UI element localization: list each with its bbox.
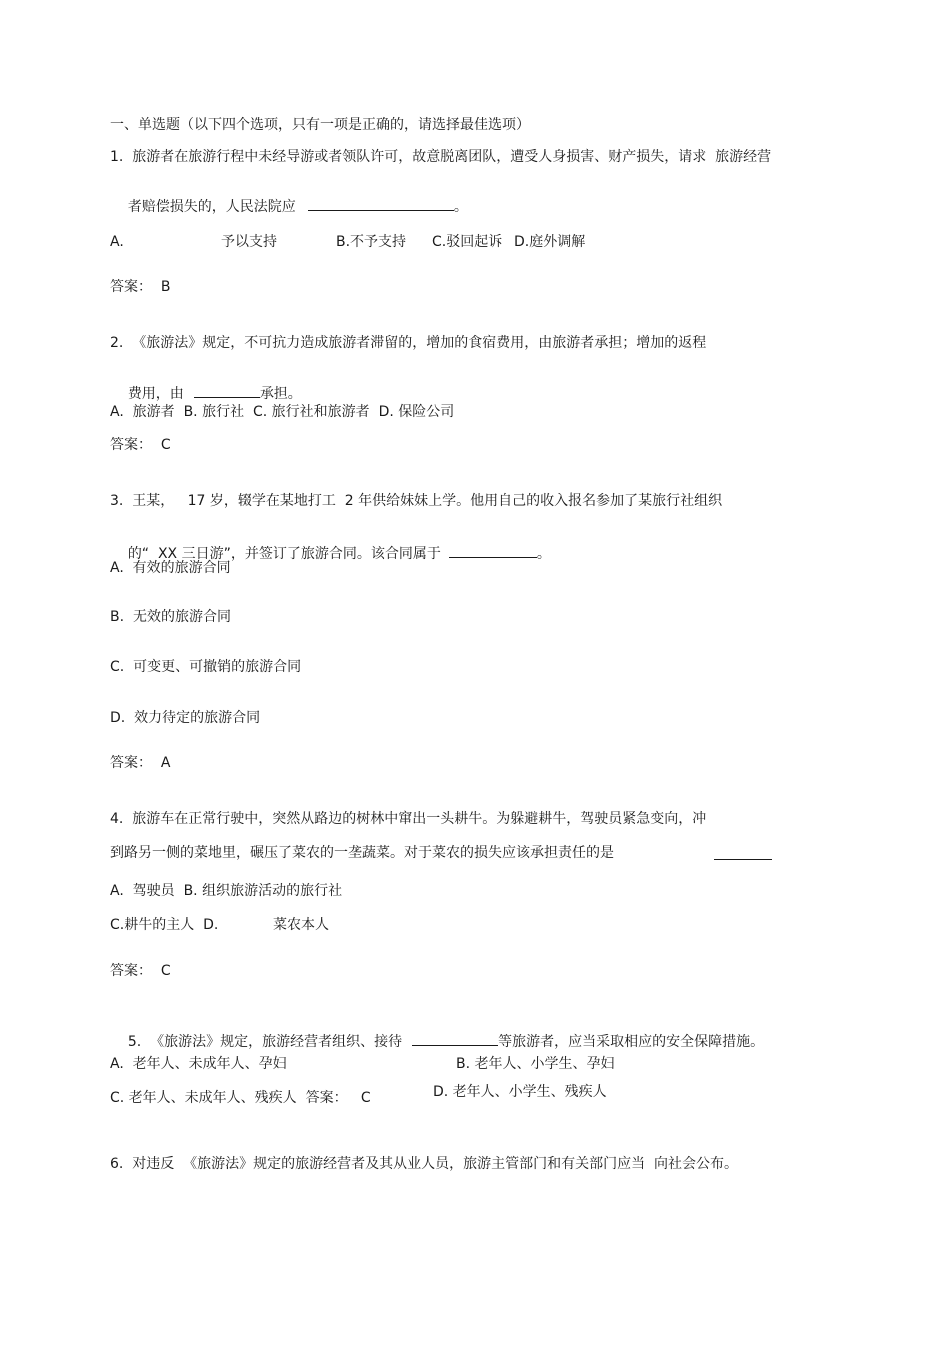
q1-line2-end: 。 — [453, 199, 468, 215]
q1-line2 — [110, 184, 468, 228]
q1-blank — [308, 198, 454, 211]
q6-line1: 6. 对违反 《旅游法》规定的旅游经营者及其从业人员，旅游主管部门和有关部门应当 向社会公布。 — [110, 1156, 739, 1172]
q2-options: A. 旅游者 B. 旅行社 C. 旅行社和旅游者 D. 保险公司 — [110, 404, 455, 420]
q2-line2-text: 费用，由 — [127, 386, 184, 402]
q3-option-d: D. 效力待定的旅游合同 — [110, 710, 261, 726]
q3-option-b: B. 无效的旅游合同 — [110, 609, 231, 625]
q5-option-a: A. 老年人、未成年人、孕妇 — [110, 1056, 287, 1072]
q3-option-a: A. 有效的旅游合同 — [110, 560, 231, 576]
q1-option-a-text: 予以支持 — [221, 234, 277, 250]
q1-answer: 答案： B — [110, 279, 171, 295]
q3-answer: 答案： A — [110, 755, 171, 771]
q1-option-a-letter: A. — [110, 234, 124, 250]
q4-option-ab: A. 驾驶员 B. 组织旅游活动的旅行社 — [110, 883, 343, 899]
q2-answer: 答案： C — [110, 437, 171, 453]
q3-option-c: C. 可变更、可撤销的旅游合同 — [110, 659, 302, 675]
q3-blank — [449, 545, 537, 558]
q4-line1: 4. 旅游车在正常行驶中，突然从路边的树林中窜出一头耕牛。为躲避耕牛，驾驶员紧急变向，冲 — [110, 811, 707, 827]
q4-blank — [714, 847, 772, 860]
section-title: 一、单选题（以下四个选项，只有一项是正确的，请选择最佳选项） — [110, 117, 530, 133]
q5-line1-end: 等旅游者，应当采取相应的安全保障措施。 — [498, 1034, 765, 1050]
q3-line2-text: 的“ XX 三日游”，并签订了旅游合同。该合同属于 — [127, 546, 441, 562]
q1-option-d: D.庭外调解 — [514, 234, 586, 250]
q3-line1: 3. 王某， 17 岁，辍学在某地打工 2 年供给妹妹上学。他用自己的收入报名参加了某旅行社组织 — [110, 493, 723, 509]
q5-option-c-answer: C. 老年人、未成年人、残疾人 答案： C — [110, 1090, 371, 1106]
q5-option-b: B. 老年人、小学生、孕妇 — [456, 1056, 615, 1072]
q5-blank — [412, 1033, 498, 1046]
q1-option-c: C.驳回起诉 — [432, 234, 503, 250]
q1-line2-text: 者赔偿损失的，人民法院应 — [127, 199, 296, 215]
q4-option-d-text: 菜农本人 — [273, 917, 329, 933]
q4-line2: 到路另一侧的菜地里，碾压了菜农的一垄蔬菜。对于菜农的损失应该承担责任的是 — [110, 845, 614, 861]
q2-line2-end: 承担。 — [259, 386, 302, 402]
q1-line1: 1. 旅游者在旅游行程中未经导游或者领队许可，故意脱离团队，遭受人身损害、财产损失，请求 旅游经营 — [110, 149, 772, 165]
q2-blank — [194, 385, 260, 398]
q3-line2-end: 。 — [536, 546, 551, 562]
q4-answer: 答案： C — [110, 963, 171, 979]
q5-line1-text: 5. 《旅游法》规定，旅游经营者组织、接待 — [127, 1034, 403, 1050]
q2-line1: 2. 《旅游法》规定，不可抗力造成旅游者滞留的，增加的食宿费用，由旅游者承担；增加的返程 — [110, 335, 707, 351]
q4-option-c: C.耕牛的主人 D. — [110, 917, 219, 933]
q5-option-d: D. 老年人、小学生、残疾人 — [433, 1084, 607, 1100]
q1-option-b: B.不予支持 — [336, 234, 407, 250]
